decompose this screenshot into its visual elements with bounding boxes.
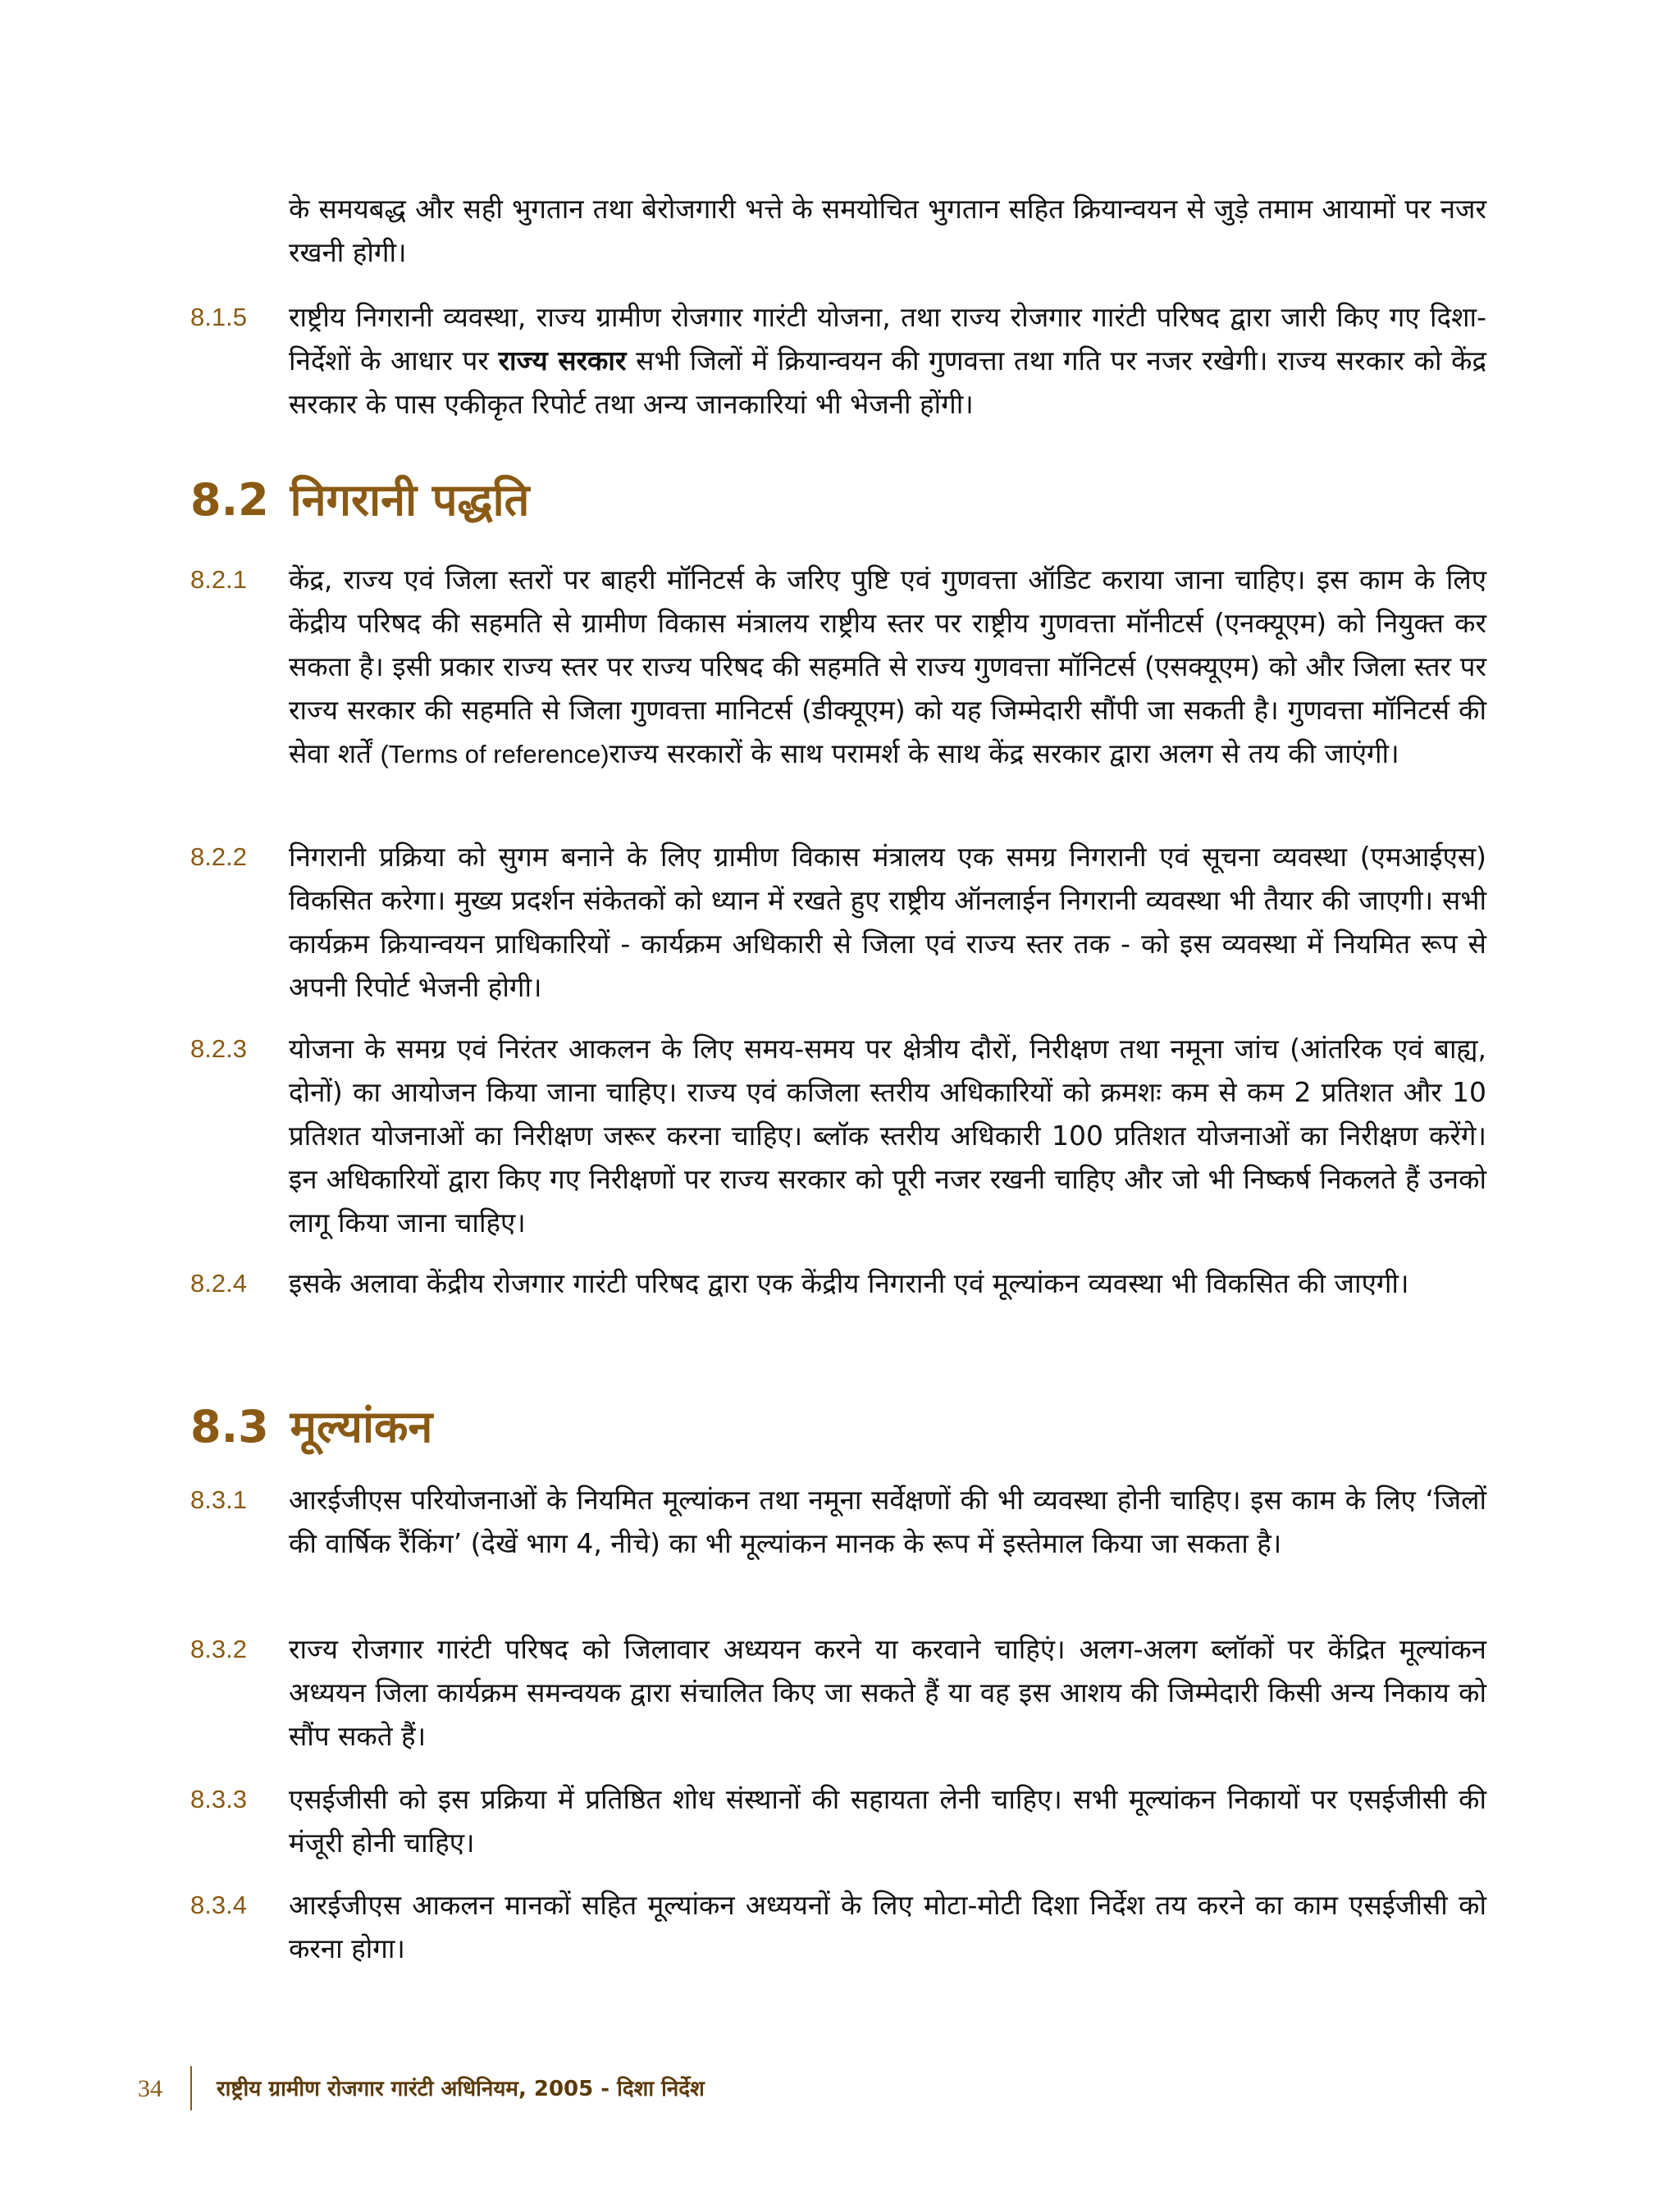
section-heading-8-3 xyxy=(190,1401,432,1453)
paragraph-text: के समयबद्ध और सही भुगतान तथा बेरोजगारी भत्ते के समयोचित भुगतान सहित क्रियान्वयन से जुड़े तमाम आयामों पर नजर रखनी होगी। xyxy=(289,193,1486,268)
paragraph-text xyxy=(289,558,1486,776)
section-heading-8-2 xyxy=(190,474,529,527)
paragraph-text: एसईजीसी को इस प्रक्रिया में प्रतिष्ठित शोध संस्थानों की सहायता लेनी चाहिए। सभी मूल्यांकन निकायों पर एसईजीसी की मंजूरी होनी चाहिए। xyxy=(289,1783,1486,1859)
paragraph-text: आरईजीएस आकलन मानकों सहित मूल्यांकन अध्ययनों के लिए मोटा-मोटी दिशा निर्देश तय करने का काम एसईजीसी को करना होगा। xyxy=(289,1889,1486,1964)
paragraph-number: 8.3.2 xyxy=(190,1635,247,1663)
paragraph-number: 8.3.4 xyxy=(190,1891,247,1919)
paragraph-text-part: राज्य सरकारों के साथ परामर्श के साथ केंद्र सरकार द्वारा अलग से तय की जाएंगी। xyxy=(609,737,1399,769)
paragraph-8-3-4 xyxy=(190,1883,1486,1970)
footer-divider xyxy=(190,2066,192,2110)
footer-title: राष्ट्रीय ग्रामीण रोजगार गारंटी अधिनियम, 2005 - दिशा निर्देश xyxy=(217,2077,705,2101)
paragraph-continuation xyxy=(190,187,1486,274)
paragraph-text: इसके अलावा केंद्रीय रोजगार गारंटी परिषद द्वारा एक केंद्रीय निगरानी एवं मूल्यांकन व्यवस्था भी विकसित की जाएगी। xyxy=(289,1267,1409,1299)
paragraph-number: 8.2.4 xyxy=(190,1269,247,1298)
paragraph-8-3-2 xyxy=(190,1627,1486,1758)
paragraph-number: 8.1.5 xyxy=(190,303,247,331)
paragraph-8-2-3 xyxy=(190,1027,1486,1244)
paragraph-number: 8.2.1 xyxy=(190,565,247,594)
paragraph-text-part: राष्ट्रीय निगरानी व्यवस्था, राज्य ग्रामीण रोजगार गारंटी योजना, तथा राज्य रोजगार गारंटी परिषद द्वारा जारी किए गए दिशा-निर्देशों के आधार पर xyxy=(289,301,1486,376)
paragraph-text-part: सभी जिलों में क्रियान्वयन की गुणवत्ता तथा गति पर नजर रखेगी। राज्य सरकार को केंद्र सरकार के पास एकीकृत रिपोर्ट तथा अन्य जानकारियां भी भेजनी होंगी। xyxy=(289,344,1486,420)
paragraph-8-1-5 xyxy=(190,295,1486,426)
paragraph-8-2-2 xyxy=(190,835,1486,1009)
section-title: निगरानी पद्धति xyxy=(290,474,530,526)
paragraph-text: योजना के समग्र एवं निरंतर आकलन के लिए समय-समय पर क्षेत्रीय दौरों, निरीक्षण तथा नमूना जांच (आंतरिक एवं बाह्य, दोनों) का आयोजन किया जाना चाहिए। राज्य एवं कजिला स्तरीय अधिकारियों को क्रमशः कम से कम 2 प्रतिशत और 10 प्रतिशत योजनाओं का निरीक्षण जरूर करना चाहिए। ब्लॉक स्तरीय अधिकारी 100 प्रतिशत योजनाओं का निरीक्षण करेंगे। इन अधिकारियों द्वारा किए गए निरीक्षणों पर राज्य सरकार को पूरी नजर रखनी चाहिए और जो भी निष्कर्ष निकलते हैं उनको लागू किया जाना चाहिए। xyxy=(289,1033,1487,1239)
paragraph-8-3-1 xyxy=(190,1478,1486,1565)
paragraph-text xyxy=(289,295,1486,426)
paragraph-text: आरईजीएस परियोजनाओं के नियमित मूल्यांकन तथा नमूना सर्वेक्षणों की भी व्यवस्था होनी चाहिए। इस काम के लिए ‘जिलों की वार्षिक रैंकिंग’ (देखें भाग 4, नीचे) का भी मूल्यांकन मानक के रूप में इस्तेमाल किया जा सकता है। xyxy=(289,1484,1486,1559)
paragraph-8-2-4 xyxy=(190,1261,1486,1305)
section-number: 8.3 xyxy=(190,1401,269,1453)
page-number: 34 xyxy=(138,2075,162,2102)
latin-phrase: (Terms of reference) xyxy=(380,740,609,769)
paragraph-number: 8.3.1 xyxy=(190,1485,247,1514)
bold-phrase: राज्य सरकार xyxy=(498,344,627,376)
paragraph-number: 8.3.3 xyxy=(190,1785,247,1813)
paragraph-number: 8.2.2 xyxy=(190,842,247,871)
paragraph-text: निगरानी प्रक्रिया को सुगम बनाने के लिए ग्रामीण विकास मंत्रालय एक समग्र निगरानी एवं सूचना व्यवस्था (एमआईएस) विकसित करेगा। मुख्य प्रदर्शन संकेतकों को ध्यान में रखते हुए राष्ट्रीय ऑनलाईन निगरानी व्यवस्था भी तैयार की जाएगी। सभी कार्यक्रम क्रियान्वयन प्राधिकारियों - कार्यक्रम अधिकारी से जिला एवं राज्य स्तर तक - को इस व्यवस्था में नियमित रूप से अपनी रिपोर्ट भेजनी होगी। xyxy=(289,841,1486,1003)
paragraph-8-2-1 xyxy=(190,558,1486,776)
section-title: मूल्यांकन xyxy=(290,1401,433,1453)
paragraph-number: 8.2.3 xyxy=(190,1034,247,1063)
paragraph-8-3-3 xyxy=(190,1777,1486,1864)
section-number: 8.2 xyxy=(190,474,269,526)
paragraph-text-part: केंद्र, राज्य एवं जिला स्तरों पर बाहरी मॉनिटर्स के जरिए पुष्टि एवं गुणवत्ता ऑडिट कराया जाना चाहिए। इस काम के लिए केंद्रीय परिषद की सहमति से ग्रामीण विकास मंत्रालय राष्ट्रीय स्तर पर राष्ट्रीय गुणवत्ता मॉनीटर्स (एनक्यूएम) को नियुक्त कर सकता है। इसी प्रकार राज्य स्तर पर राज्य परिषद की सहमति से राज्य गुणवत्ता मॉनिटर्स (एसक्यूएम) को और जिला स्तर पर राज्य सरकार की सहमति से जिला गुणवत्ता मानिटर्स (डीक्यूएम) को यह जिम्मेदारी सौंपी जा सकती है। गुणवत्ता मॉनिटर्स की सेवा शर्तें xyxy=(289,563,1486,769)
paragraph-text: राज्य रोजगार गारंटी परिषद को जिलावार अध्ययन करने या करवाने चाहिएं। अलग-अलग ब्लॉकों पर केंद्रित मूल्यांकन अध्ययन जिला कार्यक्रम समन्वयक द्वारा संचालित किए जा सकते हैं या वह इस आशय की जिम्मेदारी किसी अन्य निकाय को सौंप सकते हैं। xyxy=(289,1633,1486,1752)
